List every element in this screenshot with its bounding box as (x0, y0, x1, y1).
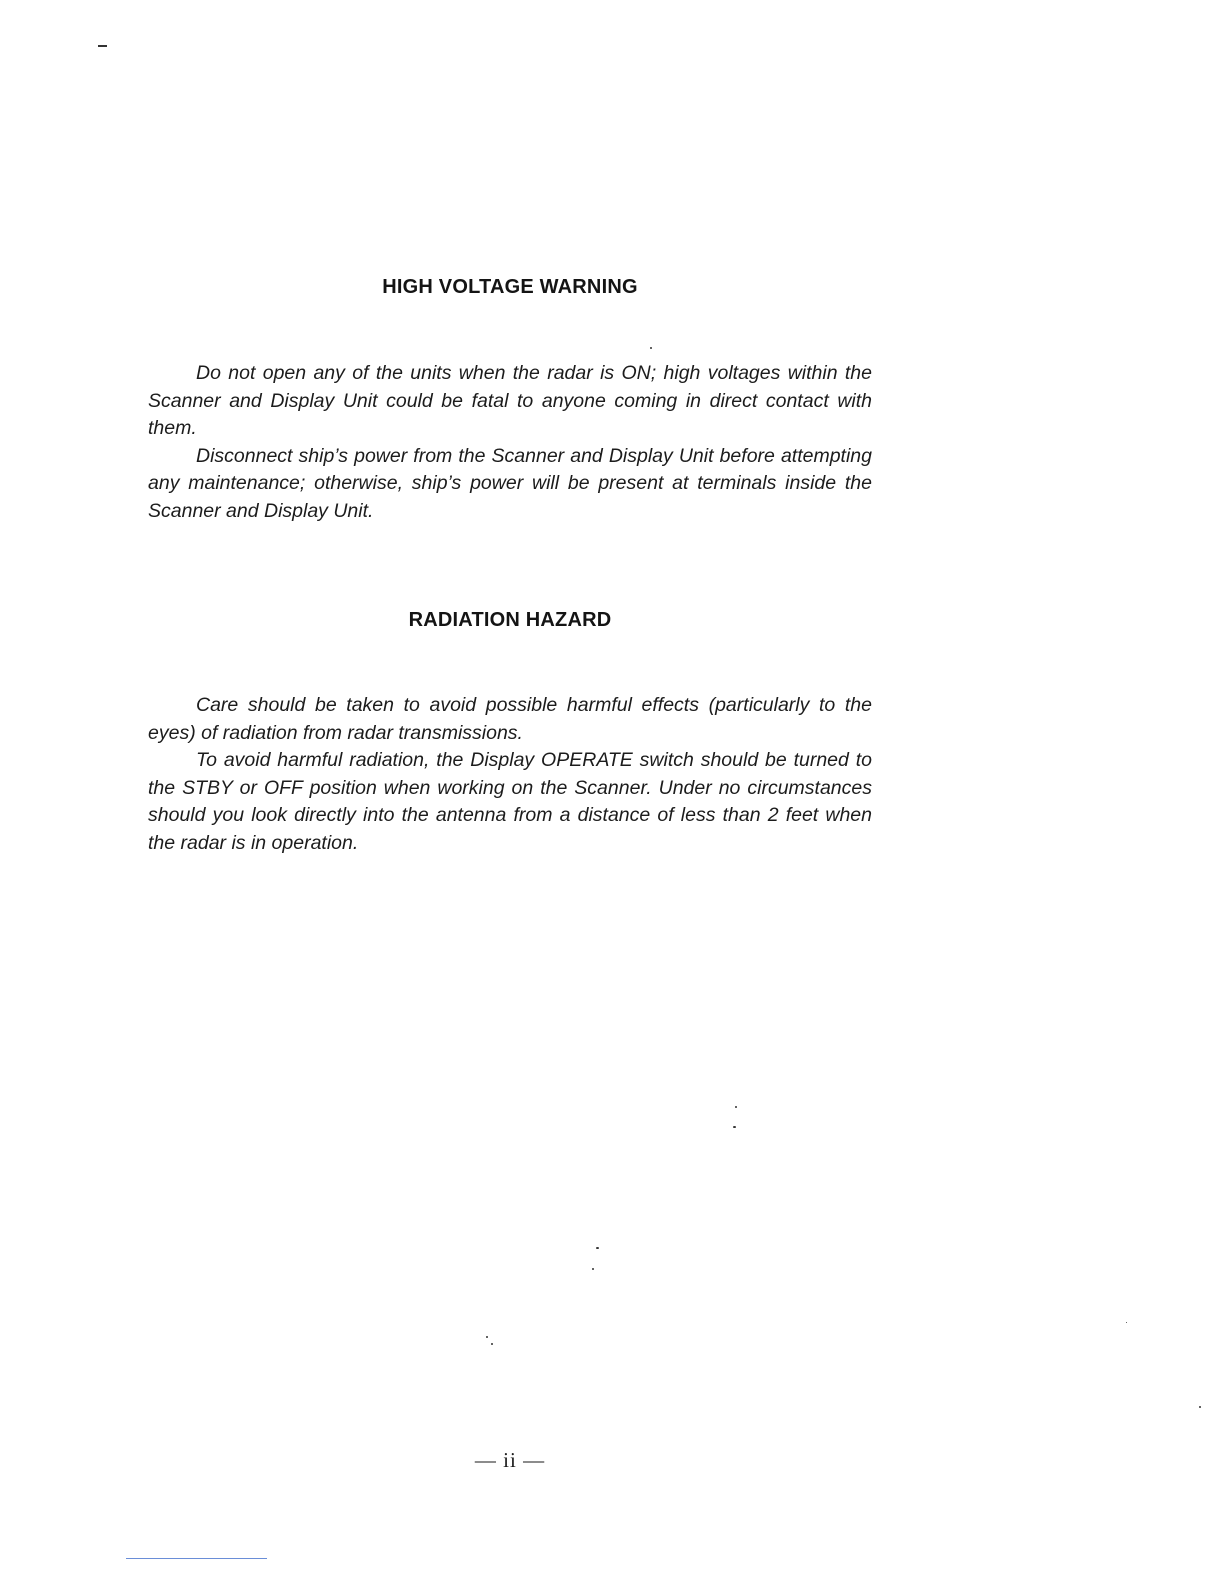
scan-speck (1199, 1406, 1201, 1408)
page-number: — ii — (474, 1448, 546, 1472)
footer-rule (126, 1558, 267, 1559)
radiation-hazard-heading: RADIATION HAZARD (408, 609, 612, 631)
high-voltage-paragraph-1: Do not open any of the units when the radar is ON; high voltages within the Scanner and Display Unit could be fatal to anyone coming in direct contact with them. (148, 362, 872, 439)
radiation-hazard-body (148, 692, 872, 857)
high-voltage-body (148, 360, 872, 525)
scan-speck (592, 1268, 594, 1270)
scan-speck (650, 347, 652, 349)
scan-mark (98, 45, 107, 47)
high-voltage-paragraph-2: Disconnect ship’s power from the Scanner and Display Unit before attempting any maintenance; otherwise, ship’s power will be present at terminals inside the Scanner and Display Unit. (148, 444, 872, 522)
scan-speck (491, 1343, 493, 1345)
scan-speck (735, 1106, 737, 1108)
scan-speck (733, 1126, 736, 1128)
scan-speck (1126, 1322, 1127, 1323)
scan-speck (596, 1247, 599, 1249)
radiation-paragraph-1: Care should be taken to avoid possible harmful effects (particularly to the eyes) of radiation from radar transmissions. (148, 694, 872, 744)
high-voltage-heading: HIGH VOLTAGE WARNING (382, 276, 638, 298)
radiation-paragraph-2: To avoid harmful radiation, the Display OPERATE switch should be turned to the STBY or OFF position when working on the Scanner. Under no circumstances should you look directly into the antenna from a distance of less than 2 feet when the radar is in operation. (148, 749, 872, 854)
scan-speck (486, 1336, 488, 1338)
